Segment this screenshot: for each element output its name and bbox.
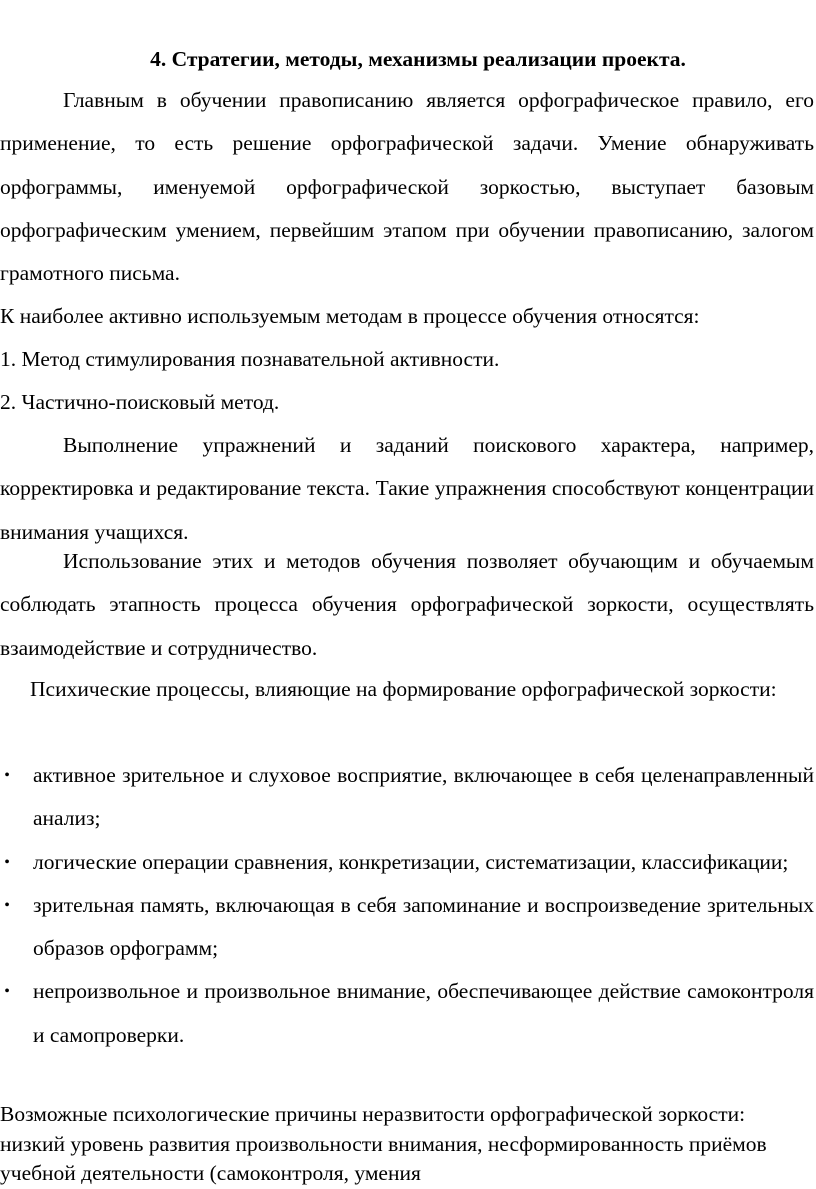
paragraph-methods-intro: К наиболее активно используемым методам в процессе обучения относятся: (0, 304, 700, 328)
list-item (0, 884, 814, 971)
bullet-icon: • (4, 853, 10, 871)
list-item-text: активное зрительное и слуховое восприятие, включающее в себя целенаправленный анализ; (33, 763, 814, 831)
mental-processes-list (0, 754, 814, 1057)
paragraph-exercises: Выполнение упражнений и заданий поискового характера, например, корректировка и редактирование текста. Такие упражнения способствуют концентрации внимания учащихся. (0, 433, 814, 544)
list-item-text: зрительная память, включающая в себя запоминание и воспроизведение зрительных образов орфограмм; (33, 892, 814, 961)
paragraph-orthographic-rule: Главным в обучении правописанию является орфографическое правило, его применение, то есть решение орфографической задачи. Умение обнаруживать орфограммы, именуемой орфографической зоркостью, выступает базовым орфографическим умением, первейшим этапом при обучении правописанию, залогом грамотного письма. (0, 88, 814, 286)
paragraph-psychological-causes: Возможные психологические причины неразвитости орфографической зоркости: низкий уровень развития произвольности внимания, несформированность приёмов учебной деятельности (самоконтроля, умения (0, 1102, 767, 1185)
list-item (0, 970, 814, 1057)
list-item-text: непроизвольное и произвольное внимание, обеспечивающее действие самоконтроля и самопроверки. (33, 979, 814, 1047)
bullet-icon: • (4, 896, 10, 914)
list-item (0, 754, 814, 841)
list-item-method-1: 1. Метод стимулирования познавательной активности. (0, 347, 500, 371)
section-title: 4. Стратегии, методы, механизмы реализации проекта. (150, 47, 686, 71)
paragraph-mental-processes: Психические процессы, влияющие на формирование орфографической зоркости: (30, 677, 777, 701)
list-item-text: логические операции сравнения, конкретизации, систематизации, классификации; (33, 849, 789, 874)
paragraph-methods-usage: Использование этих и методов обучения позволяет обучающим и обучаемым соблюдать этапность процесса обучения орфографической зоркости, осуществлять взаимодействие и сотрудничество. (0, 549, 814, 660)
bullet-icon: • (4, 983, 10, 1001)
list-item-method-2: 2. Частично-поисковый метод. (0, 390, 280, 414)
bullet-icon: • (4, 767, 10, 784)
list-item (0, 841, 814, 884)
